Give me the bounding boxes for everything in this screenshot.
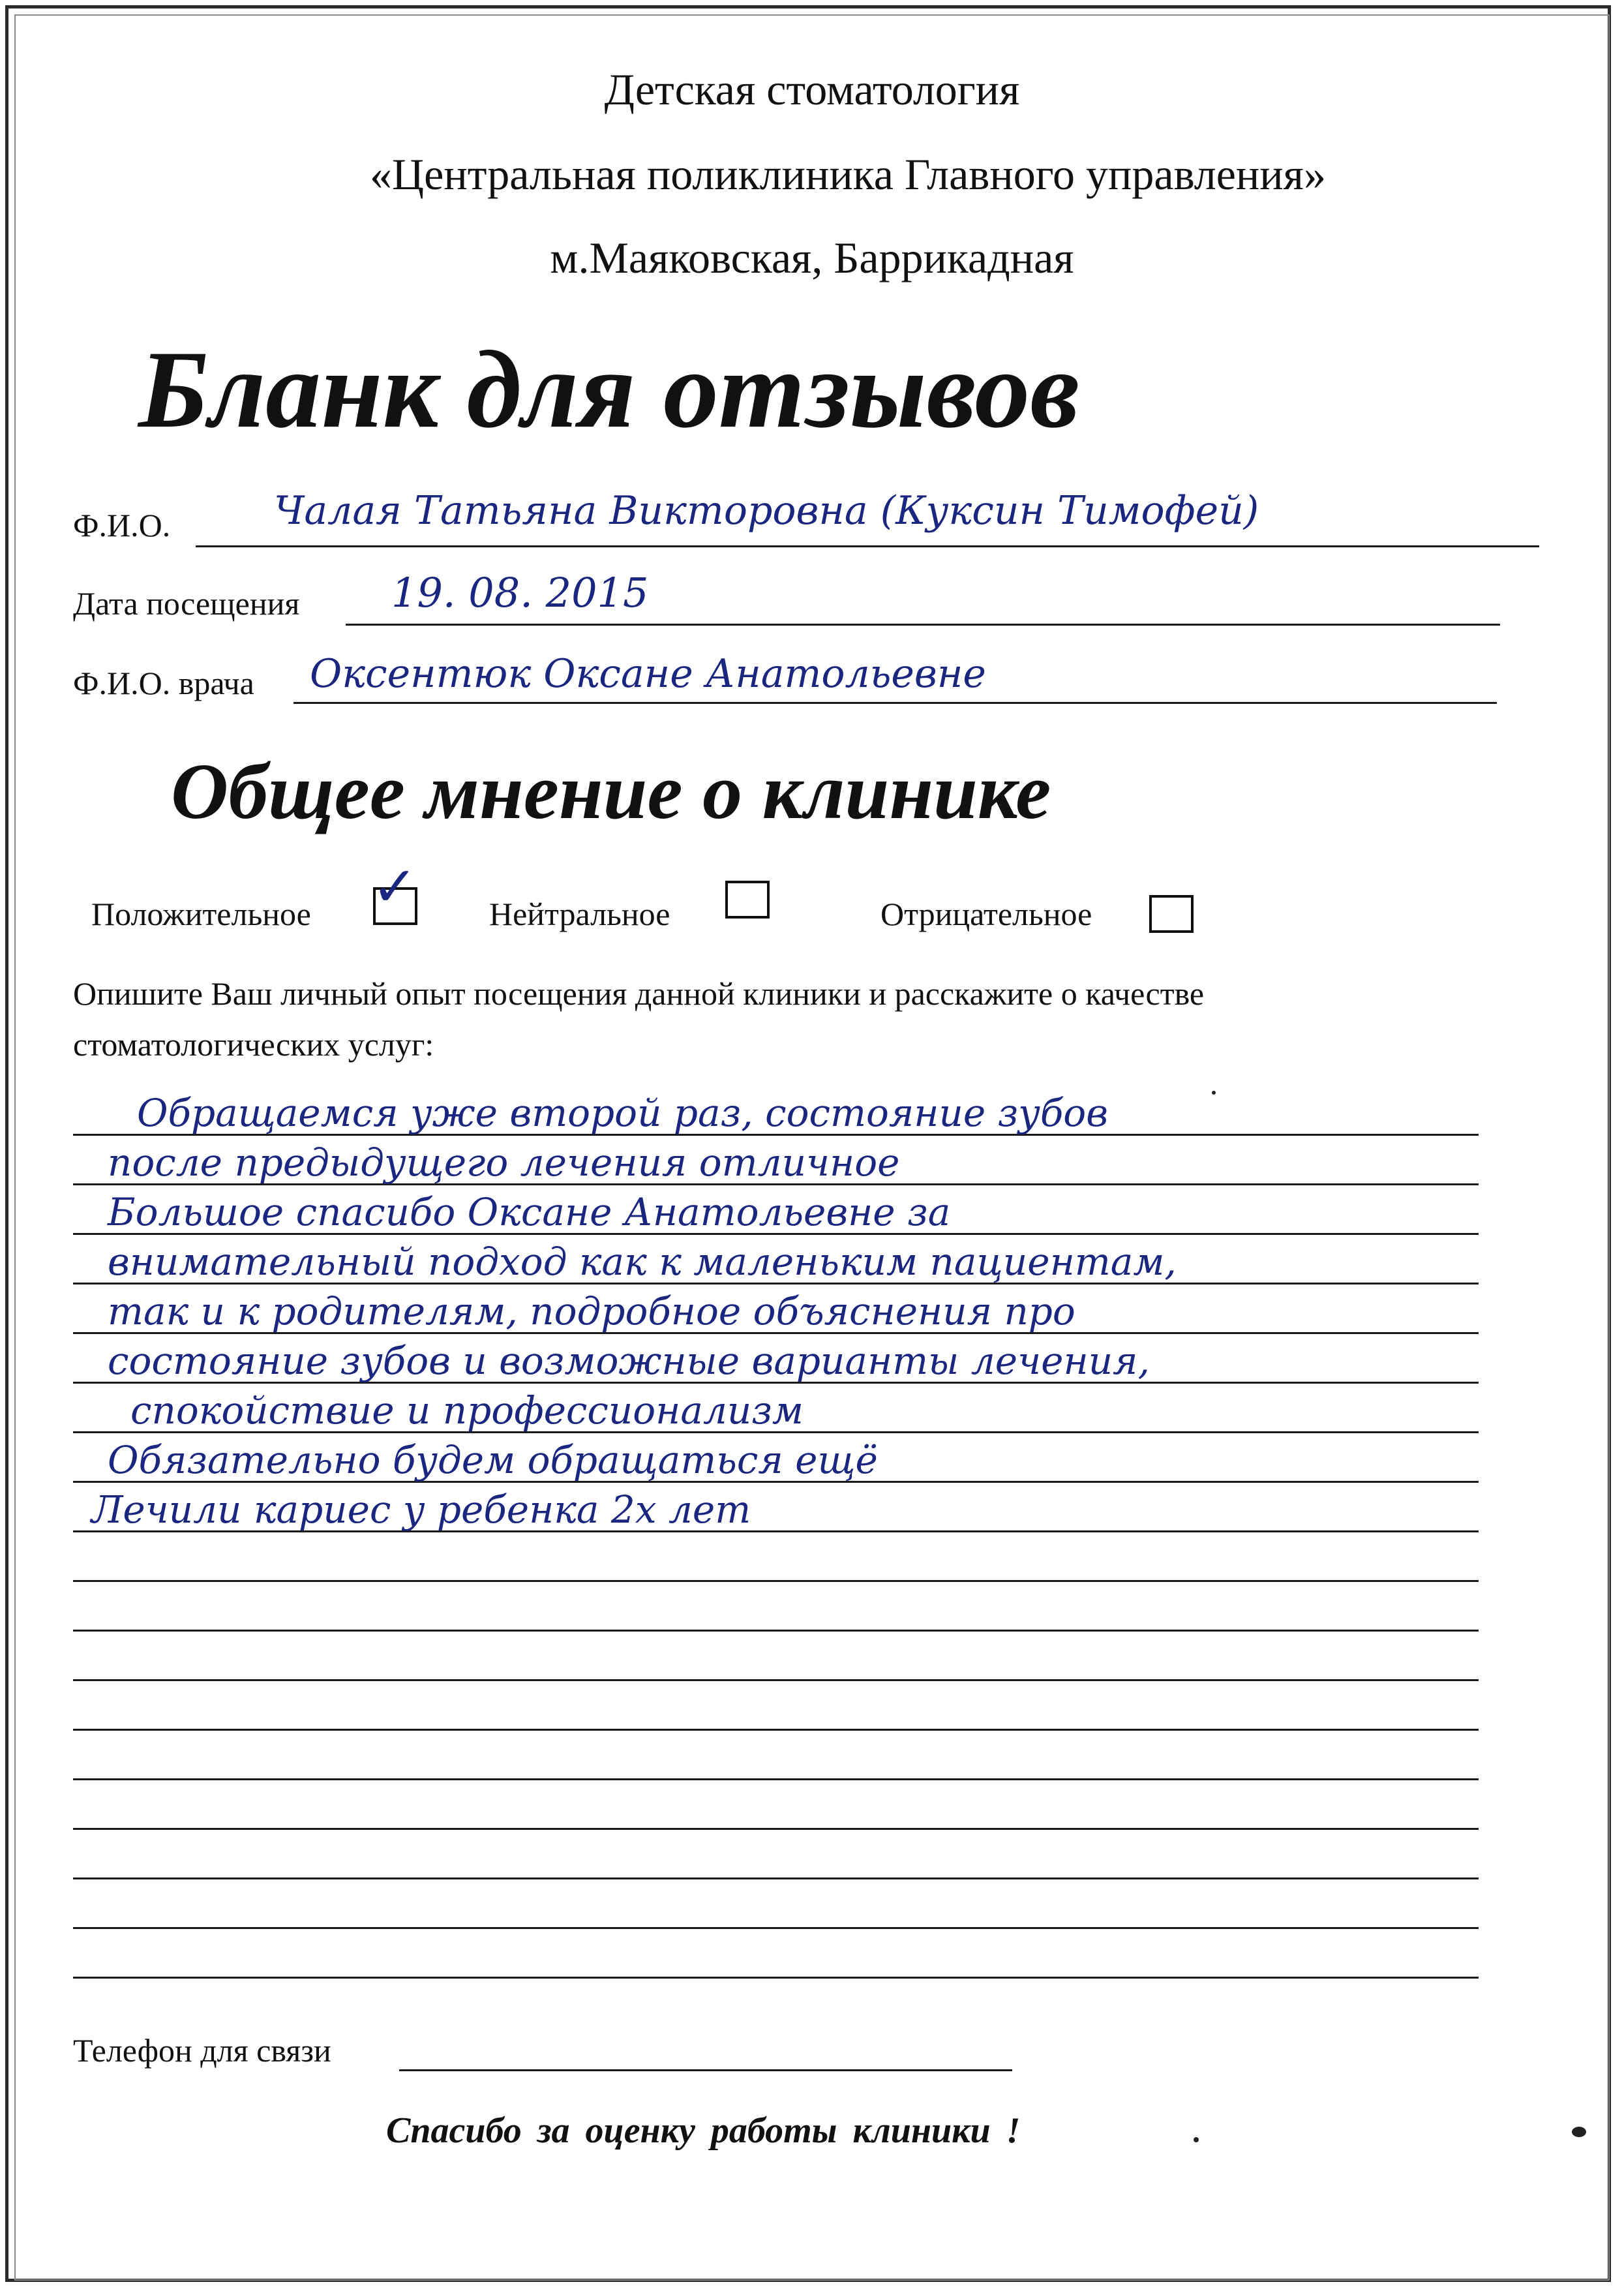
- scan-speck: [1212, 1091, 1216, 1095]
- opinion-title: Общее мнение о клинике: [171, 748, 1051, 836]
- review-rule: [73, 1927, 1479, 1929]
- negative-checkbox[interactable]: [1149, 895, 1194, 933]
- form-title: Бланк для отзывов: [138, 328, 1080, 451]
- doctor-value[interactable]: Оксентюк Оксане Анатольевне: [310, 651, 986, 697]
- review-rule: [73, 1580, 1479, 1582]
- review-rule: [73, 1977, 1479, 1979]
- review-line[interactable]: Большое спасибо Оксане Анатольевне за: [108, 1190, 951, 1234]
- positive-label: Положительное: [91, 896, 311, 932]
- review-line[interactable]: Лечили кариес у ребенка 2х лет: [91, 1487, 751, 1532]
- fio-label: Ф.И.О.: [73, 507, 171, 543]
- doctor-label: Ф.И.О. врача: [73, 665, 254, 701]
- checkmark-icon: ✓: [372, 855, 418, 919]
- clinic-location: м.Маяковская, Баррикадная: [550, 233, 1074, 282]
- clinic-name: «Центральная поликлиника Главного управления»: [370, 149, 1326, 199]
- review-rule: [73, 1877, 1479, 1879]
- neutral-checkbox[interactable]: [725, 881, 770, 919]
- review-line[interactable]: после предыдущего лечения отличное: [108, 1140, 900, 1185]
- review-line[interactable]: Обращаемся уже второй раз, состояние зубов: [137, 1091, 1108, 1135]
- visit-date-value[interactable]: 19. 08. 2015: [391, 569, 649, 616]
- fio-line: [196, 545, 1539, 547]
- review-rule: [73, 1828, 1479, 1830]
- clinic-type: Детская стоматология: [604, 65, 1020, 114]
- thank-you-note: Спасибо за оценку работы клиники !: [386, 2110, 1021, 2151]
- review-line[interactable]: так и к родителям, подробное объяснения про: [108, 1289, 1075, 1333]
- neutral-label: Нейтральное: [489, 896, 670, 932]
- review-rule: [73, 1679, 1479, 1681]
- instruction-line-1: Опишите Ваш личный опыт посещения данной клиники и расскажите о качестве: [73, 975, 1205, 1012]
- review-line[interactable]: спокойствие и профессионализм: [130, 1388, 804, 1433]
- review-line[interactable]: состояние зубов и возможные варианты лечения,: [108, 1339, 1150, 1383]
- doctor-line: [293, 702, 1497, 704]
- review-rule: [73, 1778, 1479, 1780]
- scan-speck: [1194, 2137, 1199, 2142]
- negative-label: Отрицательное: [880, 896, 1092, 932]
- instruction-line-2: стоматологических услуг:: [73, 1026, 434, 1063]
- review-line[interactable]: внимательный подход как к маленьким пациентам,: [108, 1239, 1177, 1284]
- phone-label: Телефон для связи: [73, 2032, 331, 2069]
- fio-value[interactable]: Чалая Татьяна Викторовна (Куксин Тимофей): [274, 488, 1259, 534]
- scan-speck: [1572, 2127, 1586, 2137]
- phone-line: [399, 2069, 1012, 2071]
- visit-date-label: Дата посещения: [73, 585, 300, 622]
- review-rule: [73, 1729, 1479, 1731]
- review-line[interactable]: Обязательно будем обращаться ещё: [108, 1438, 878, 1482]
- review-rule: [73, 1630, 1479, 1632]
- visit-date-line: [346, 624, 1500, 626]
